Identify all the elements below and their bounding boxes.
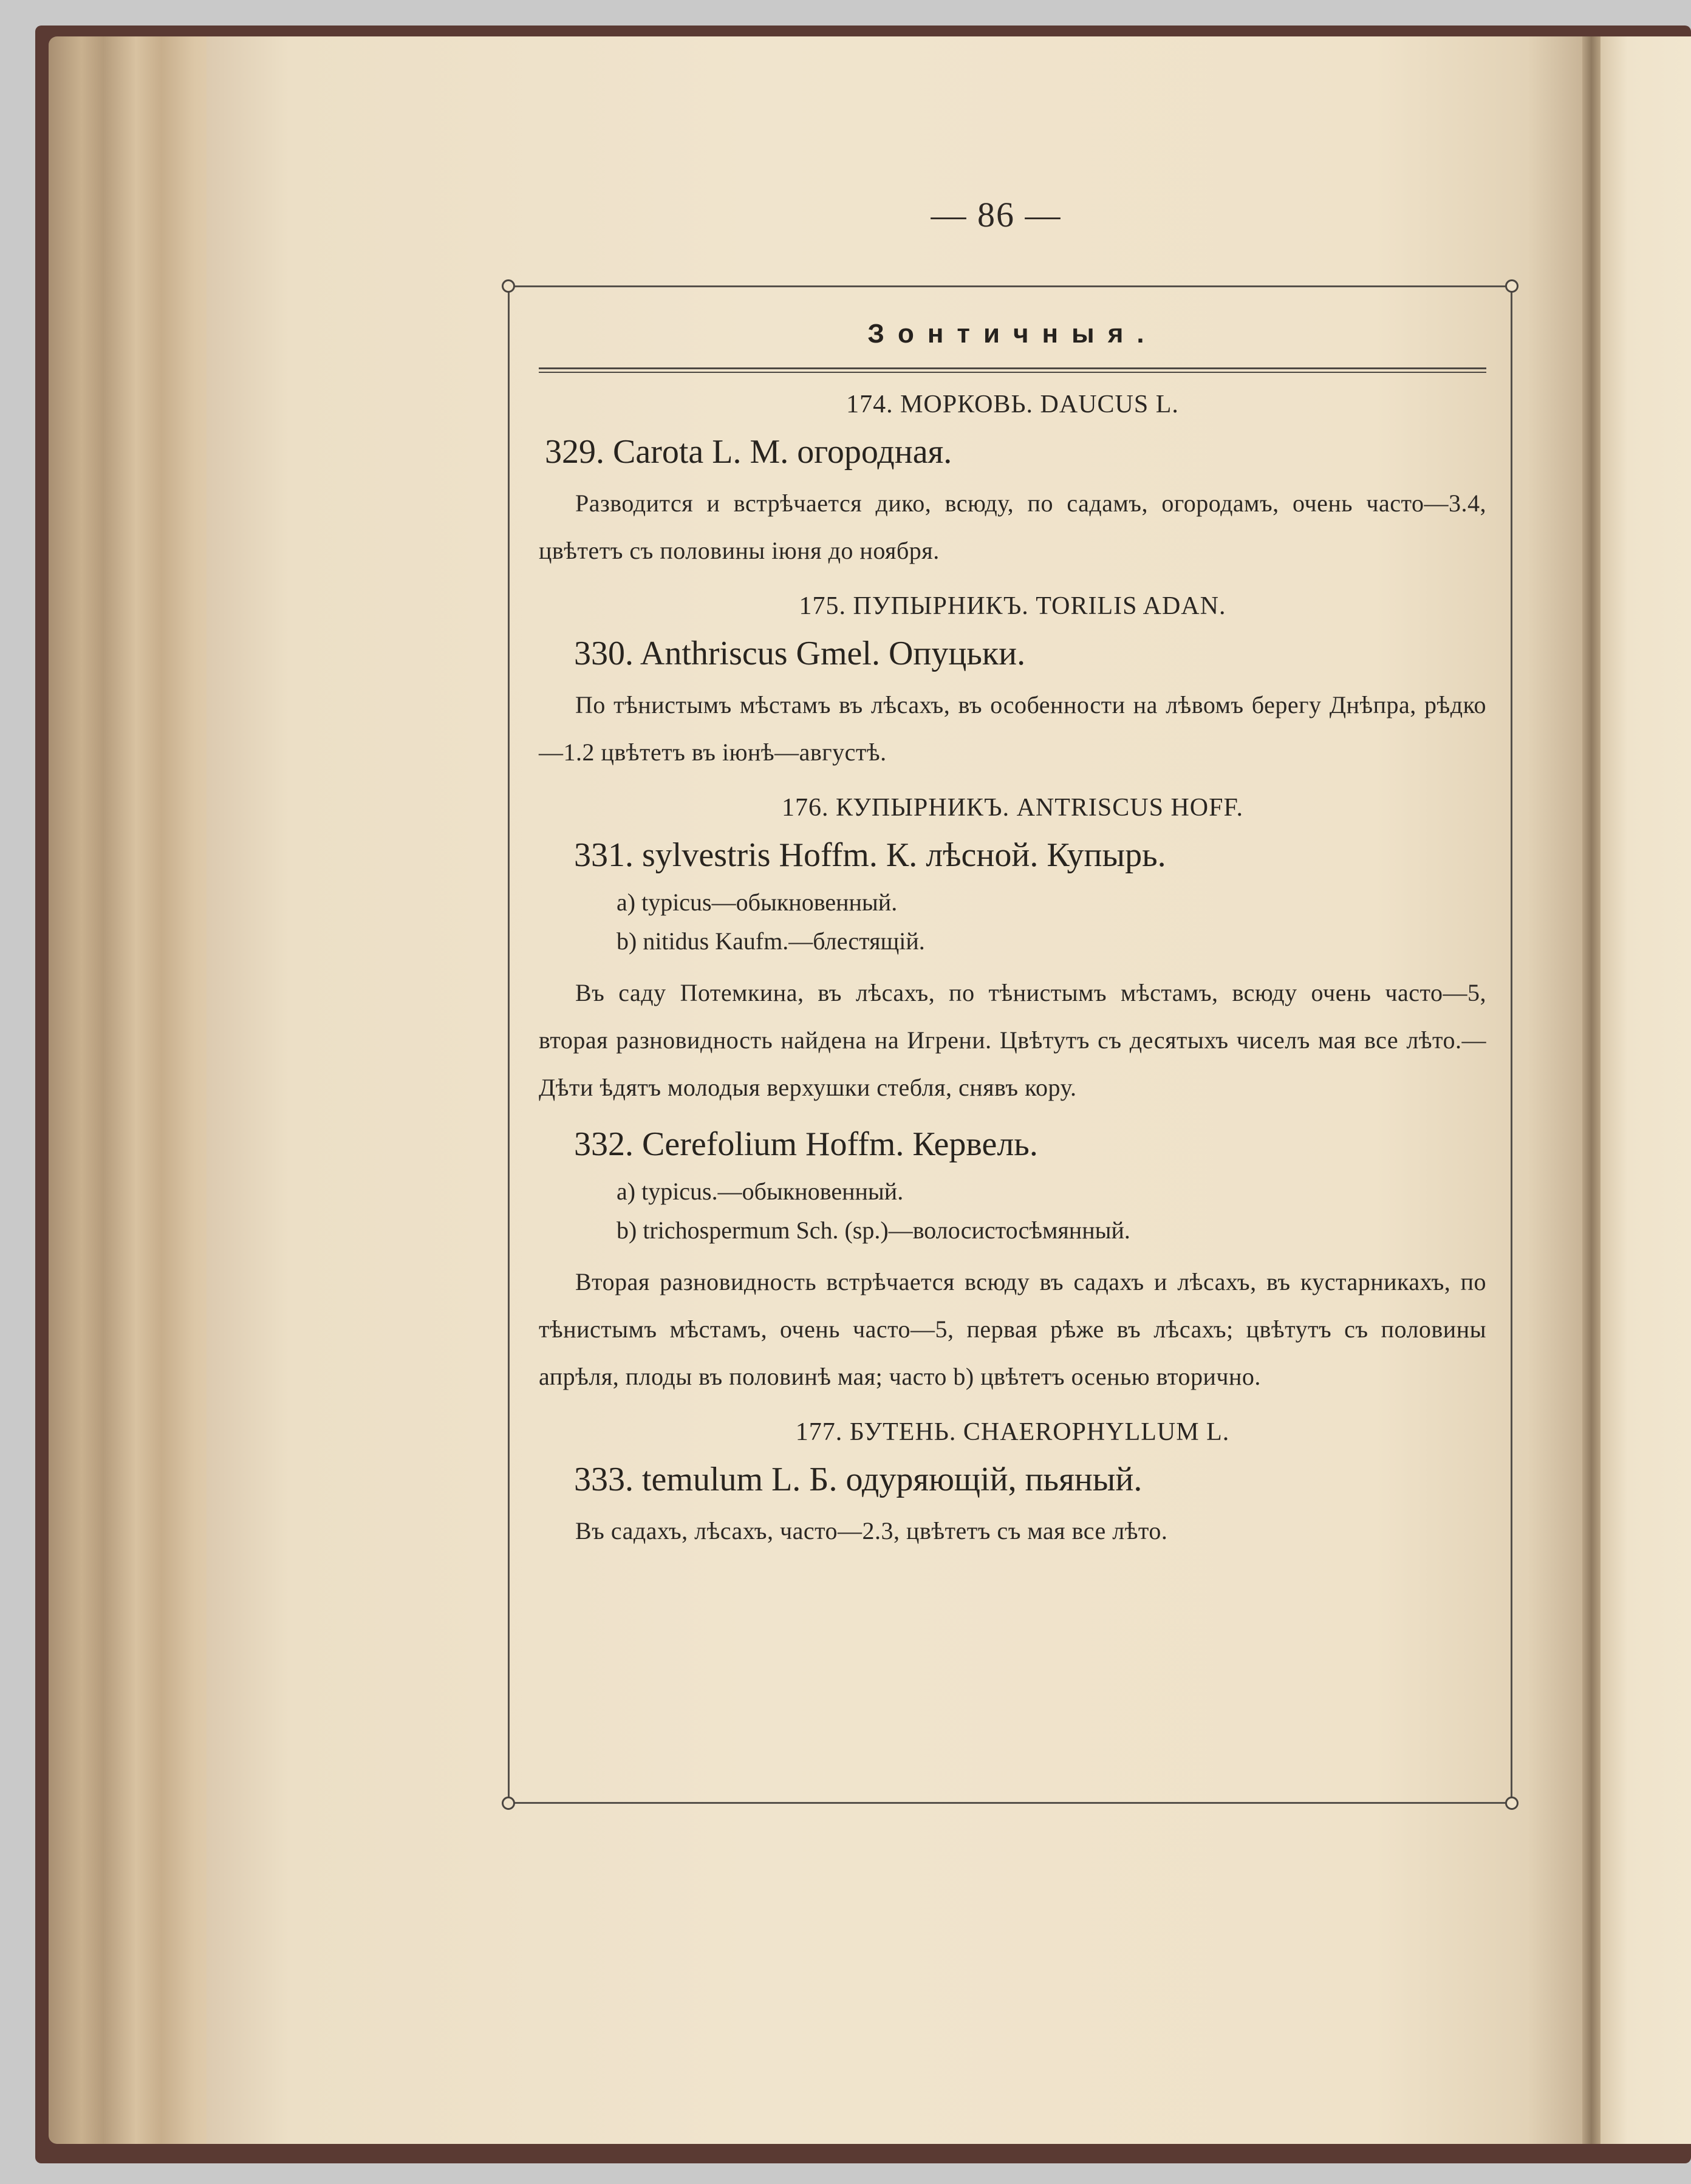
variety-item: b) trichospermum Sch. (sp.)—волосистосѣмянный.: [617, 1217, 1130, 1244]
genus-heading: 175. ПУПЫРНИКЪ. TORILIS ADAN.: [799, 592, 1226, 620]
species-heading: 330. Anthriscus Gmel. Опуцьки.: [574, 635, 1026, 672]
content-frame: [508, 285, 1512, 1804]
family-title: Зонтичныя.: [867, 319, 1158, 349]
species-description: Разводится и встрѣчается дико, всюду, по садамъ, огородамъ, очень часто—3.4, цвѣтетъ съ половины іюня до ноября.: [539, 490, 1486, 564]
variety-item: a) typicus—обыкновенный.: [617, 889, 898, 916]
variety-item: b) nitidus Kaufm.—блестящій.: [617, 927, 925, 955]
frame-ornament-icon: [1505, 1797, 1518, 1810]
species-heading: 329. Carota L. M. огородная.: [545, 433, 952, 471]
species-description: Въ саду Потемкина, въ лѣсахъ, по тѣнистымъ мѣстамъ, всюду очень часто—5, вторая разновидность найдена на Игрени. Цвѣтутъ съ десятыхъ чиселъ мая все лѣто.—Дѣти ѣдятъ молодыя верхушки стебля, снявъ кору.: [539, 979, 1486, 1101]
facing-page: [1600, 36, 1691, 2144]
book-gutter: [1582, 36, 1600, 2144]
genus-heading: 174. МОРКОВЬ. DAUCUS L.: [846, 391, 1179, 418]
species-heading: 332. Cerefolium Hoffm. Кервель.: [574, 1125, 1038, 1163]
page-number: — 86 —: [931, 195, 1062, 234]
species-description: Вторая разновидность встрѣчается всюду въ садахъ и лѣсахъ, въ кустарникахъ, по тѣнистымъ мѣстамъ, очень часто—5, первая рѣже въ лѣсахъ; цвѣтутъ съ половины апрѣля, плоды въ половинѣ мая; часто b) цвѣтетъ осенью вторично.: [539, 1268, 1486, 1390]
genus-heading: 177. БУТЕНЬ. CHAEROPHYLLUM L.: [795, 1418, 1230, 1446]
title-divider: [539, 367, 1486, 373]
genus-heading: 176. КУПЫРНИКЪ. ANTRISCUS HOFF.: [782, 794, 1243, 822]
species-heading: 331. sylvestris Hoffm. К. лѣсной. Купырь.: [574, 836, 1166, 874]
species-description: По тѣнистымъ мѣстамъ въ лѣсахъ, въ особенности на лѣвомъ берегу Днѣпра, рѣдко—1.2 цвѣтетъ въ іюнѣ—августѣ.: [539, 691, 1486, 766]
page-edges: [49, 36, 231, 2144]
frame-ornament-icon: [502, 1797, 515, 1810]
frame-ornament-icon: [502, 279, 515, 293]
page-content: [539, 287, 1486, 1555]
species-description: Въ садахъ, лѣсахъ, часто—2.3, цвѣтетъ съ мая все лѣто.: [575, 1517, 1168, 1544]
frame-ornament-icon: [1505, 279, 1518, 293]
variety-item: a) typicus.—обыкновенный.: [617, 1178, 904, 1205]
species-heading: 333. temulum L. Б. одуряющій, пьяный.: [574, 1461, 1143, 1498]
